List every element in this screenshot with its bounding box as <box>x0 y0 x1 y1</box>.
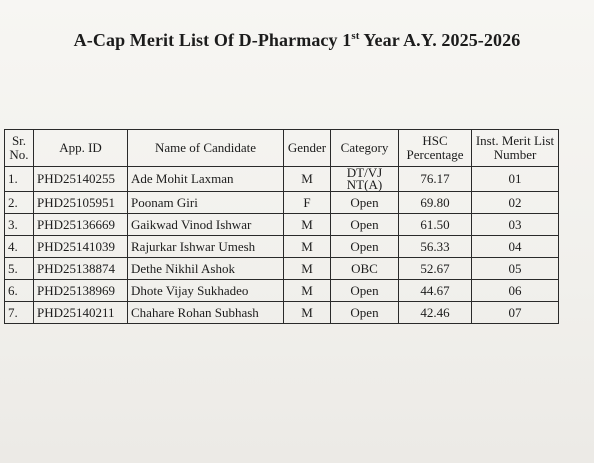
cell-category: Open <box>331 302 399 324</box>
cell-hsc: 76.17 <box>399 167 472 192</box>
header-sr-no: Sr. No. <box>5 130 34 167</box>
table-row <box>5 214 559 236</box>
cell-name: Poonam Giri <box>128 192 284 214</box>
header-name: Name of Candidate <box>128 130 284 167</box>
cell-hsc: 56.33 <box>399 236 472 258</box>
cell-gender: F <box>284 192 331 214</box>
cell-name: Dhote Vijay Sukhadeo <box>128 280 284 302</box>
cell-merit: 07 <box>472 302 559 324</box>
header-category: Category <box>331 130 399 167</box>
cell-category: Open <box>331 280 399 302</box>
cell-app-id: PHD25140211 <box>34 302 128 324</box>
cell-hsc: 42.46 <box>399 302 472 324</box>
header-app-id: App. ID <box>34 130 128 167</box>
title-superscript: st <box>351 30 360 42</box>
header-gender: Gender <box>284 130 331 167</box>
cell-sr: 6. <box>5 280 34 302</box>
cell-sr: 4. <box>5 236 34 258</box>
table-row <box>5 192 559 214</box>
merit-list-table <box>4 129 559 324</box>
cell-gender: M <box>284 302 331 324</box>
cell-hsc: 69.80 <box>399 192 472 214</box>
cell-category: DT/VJ NT(A) <box>331 167 399 192</box>
table-row <box>5 236 559 258</box>
cell-app-id: PHD25141039 <box>34 236 128 258</box>
cell-gender: M <box>284 258 331 280</box>
cell-merit: 02 <box>472 192 559 214</box>
cell-sr: 5. <box>5 258 34 280</box>
cell-app-id: PHD25140255 <box>34 167 128 192</box>
cell-name: Gaikwad Vinod Ishwar <box>128 214 284 236</box>
cell-sr: 2. <box>5 192 34 214</box>
cell-gender: M <box>284 280 331 302</box>
cell-merit: 05 <box>472 258 559 280</box>
cell-app-id: PHD25138874 <box>34 258 128 280</box>
table-row <box>5 167 559 192</box>
cell-name: Ade Mohit Laxman <box>128 167 284 192</box>
cell-category: OBC <box>331 258 399 280</box>
cell-merit: 03 <box>472 214 559 236</box>
header-hsc: HSC Percentage <box>399 130 472 167</box>
cell-merit: 01 <box>472 167 559 192</box>
cell-sr: 3. <box>5 214 34 236</box>
cell-app-id: PHD25105951 <box>34 192 128 214</box>
cell-sr: 7. <box>5 302 34 324</box>
cell-gender: M <box>284 236 331 258</box>
cell-name: Chahare Rohan Subhash <box>128 302 284 324</box>
cell-hsc: 44.67 <box>399 280 472 302</box>
table-header-row <box>5 130 559 167</box>
page-title <box>0 30 594 51</box>
header-merit-no: Inst. Merit List Number <box>472 130 559 167</box>
cell-sr: 1. <box>5 167 34 192</box>
cell-merit: 06 <box>472 280 559 302</box>
cell-hsc: 52.67 <box>399 258 472 280</box>
table-row <box>5 258 559 280</box>
cell-name: Dethe Nikhil Ashok <box>128 258 284 280</box>
cell-merit: 04 <box>472 236 559 258</box>
table-row <box>5 302 559 324</box>
cell-app-id: PHD25136669 <box>34 214 128 236</box>
cell-category: Open <box>331 192 399 214</box>
cell-gender: M <box>284 167 331 192</box>
title-suffix: Year A.Y. 2025-2026 <box>359 30 521 50</box>
cell-category: Open <box>331 214 399 236</box>
cell-name: Rajurkar Ishwar Umesh <box>128 236 284 258</box>
cell-hsc: 61.50 <box>399 214 472 236</box>
cell-category: Open <box>331 236 399 258</box>
cell-gender: M <box>284 214 331 236</box>
table-row <box>5 280 559 302</box>
title-prefix: A-Cap Merit List Of D-Pharmacy 1 <box>73 30 352 50</box>
cell-app-id: PHD25138969 <box>34 280 128 302</box>
